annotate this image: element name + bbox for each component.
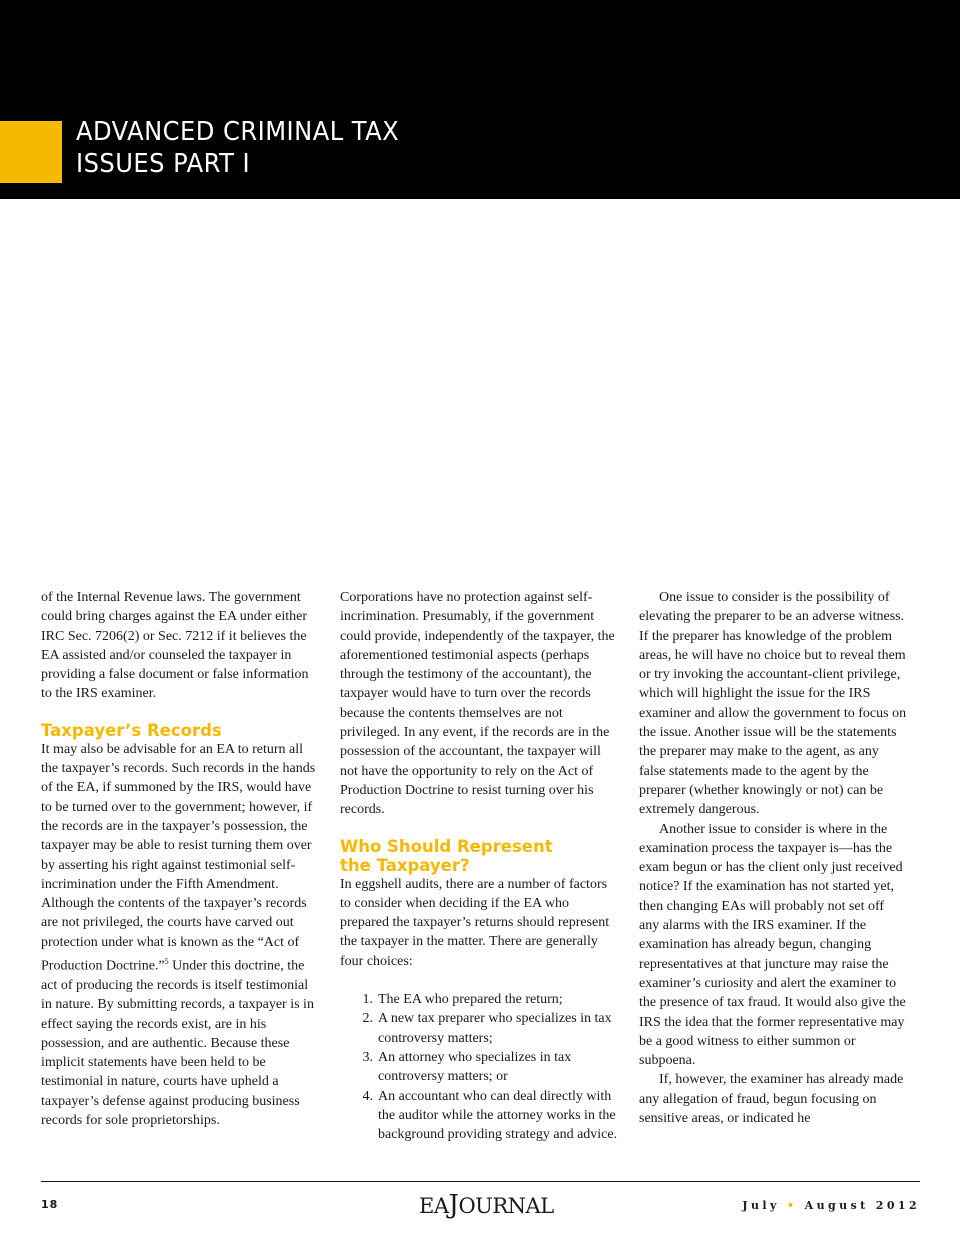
text-column-1: [41, 588, 317, 1130]
list-number: 4.: [362, 1088, 373, 1104]
issue-month-year: August 2012: [804, 1199, 920, 1212]
paragraph-text: Under this doctrine, the act of producing the records is itself testimonial in nature. By submitting records, a taxpayer is in effect saying the records exist, are in his possession, and are authentic. Because these implicit statements have been held to be testimonial in nature, courts have upheld a taxpayer’s defense against producing business records for sole proprietorships.: [41, 958, 314, 1129]
section-heading-who-should-represent: [340, 837, 618, 875]
paragraph: Another issue to consider is where in the examination process the taxpayer is—has the exam begun or has the client only just received notice? If the examination has not started yet, then changing EAs will probably not set off any alarms with the IRS examiner. If the examination has already begun, changing representatives at that juncture may raise the examiner’s curiosity and alert the examiner to the presence of tax fraud. It would also give the IRS the idea that the former representative may be a good witness to either summon or subpoena.: [639, 821, 906, 1069]
page-number: 18: [41, 1198, 59, 1211]
paragraph: In eggshell audits, there are a number of factors to consider when deciding if the EA who prepared the taxpayer’s returns should represent the taxpayer in the matter. There are generally four choices:: [340, 876, 610, 969]
issue-date: [742, 1199, 920, 1212]
footer-rule: [41, 1181, 920, 1182]
list-text: A new tax preparer who specializes in tax controversy matters;: [378, 1011, 612, 1046]
list-item: [359, 1087, 618, 1145]
list-text: The EA who prepared the return;: [378, 992, 563, 1008]
paragraph: If, however, the examiner has already made any allegation of fraud, begun focusing on sensitive areas, or indicated he: [639, 1072, 904, 1127]
list-text: An accountant who can deal directly with the auditor while the attorney works in the background providing strategy and advice.: [378, 1088, 618, 1143]
paragraph: [41, 740, 317, 1131]
list-number: 2.: [362, 1011, 373, 1027]
issue-month: July: [742, 1199, 780, 1212]
section-heading-line: the Taxpayer?: [340, 855, 470, 875]
paragraph: of the Internal Revenue laws. The government could bring charges against the EA under either IRC Sec. 7206(2) or Sec. 7212 if it believes the EA assisted and/or counseled the taxpayer in providing a false document or false information to the IRS examiner.: [41, 590, 309, 702]
article-title-line-1: ADVANCED CRIMINAL TAX: [76, 117, 400, 147]
list-item: [359, 990, 618, 1009]
bullet-separator: •: [786, 1199, 798, 1212]
paragraph: Corporations have no protection against self-incrimination. Presumably, if the government could provide, independently of the taxpayer, the aforementioned testimonial aspects (perhaps through the testimony of the accountant), the taxpayer would have to turn over the records because the contents themselves are not privileged. In any event, if the records are in the possession of the accountant, the taxpayer will not have the opportunity to rely on the Act of Production Doctrine to resist turning over his records.: [340, 590, 615, 818]
logo-prefix: EA: [419, 1194, 449, 1218]
paragraph-text: It may also be advisable for an EA to return all the taxpayer’s records. Such records in the hands of the EA, if summoned by the IRS, would have to be turned over to the government; however, if the records are in the taxpayer’s possession, the taxpayer may be able to resist turning them over by asserting his right against testimonial self-incrimination under the Fifth Amendment. Although the contents of the taxpayer’s records are not privileged, the courts have carved out protection under what is known as the “Act of Production Doctrine.”: [41, 741, 316, 974]
choices-list: [340, 990, 618, 1144]
section-heading-line: Who Should Represent: [340, 836, 553, 856]
text-column-3: [639, 588, 907, 1128]
paragraph: One issue to consider is the possibility of elevating the preparer to be an adverse witness. If the preparer has knowledge of the problem areas, he will have no choice but to reveal them or try invoking the accountant-client privilege, which will highlight the issue for the IRS examiner and allow the government to focus on the issue. Another issue will be the statements the preparer may make to the agent, as any false statements made to the agent by the preparer (whether knowingly or not) can be extremely dangerous.: [639, 590, 907, 818]
section-heading-taxpayers-records: Taxpayer’s Records: [41, 720, 222, 740]
footnote-reference[interactable]: 5: [164, 957, 169, 967]
logo-j: J: [448, 1190, 459, 1220]
list-number: 3.: [362, 1049, 373, 1065]
accent-square: [0, 121, 62, 183]
list-item: [359, 1048, 618, 1087]
ea-journal-logo: [419, 1190, 554, 1220]
text-column-2: [340, 588, 618, 1144]
list-text: An attorney who specializes in tax controversy matters; or: [378, 1049, 572, 1085]
logo-suffix: OURNAL: [458, 1194, 554, 1218]
list-number: 1.: [362, 992, 373, 1008]
article-title-line-2: ISSUES PART I: [76, 149, 251, 179]
article-title: [76, 116, 399, 180]
list-item: [359, 1009, 618, 1048]
